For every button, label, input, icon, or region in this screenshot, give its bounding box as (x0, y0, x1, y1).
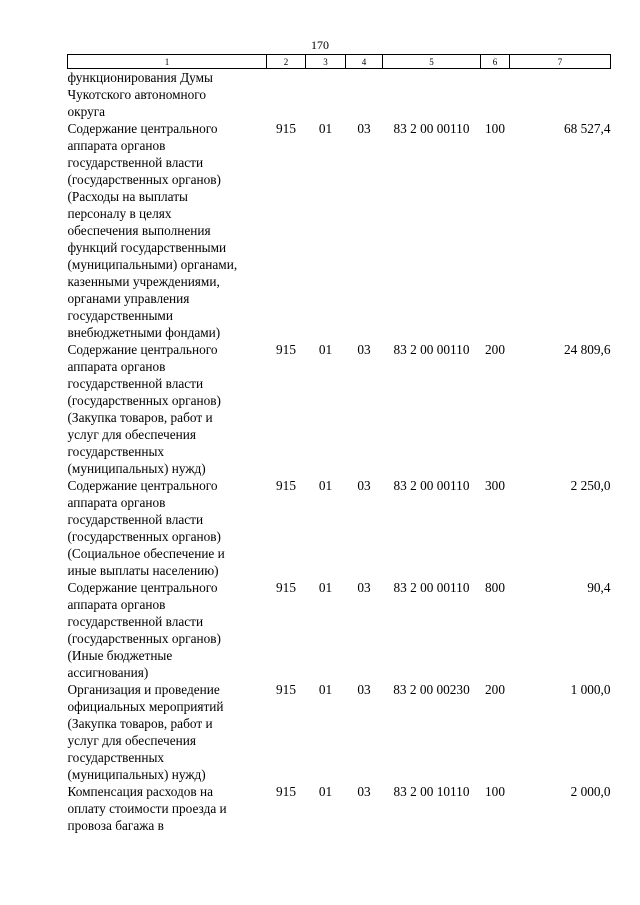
item-name-line: государственной власти (67, 155, 204, 170)
table-row (68, 783, 611, 834)
subsection-code: 03 (357, 580, 371, 595)
item-name-line: внебюджетными фондами) (67, 325, 221, 340)
item-name-line: (государственных органов) (67, 172, 221, 187)
item-name-line: Содержание центрального (67, 121, 218, 136)
item-name-line: (государственных органов) (67, 631, 221, 646)
column-number-header: 3 (306, 55, 346, 69)
expense-type-code: 800 (485, 580, 505, 595)
department-code: 915 (276, 342, 296, 357)
amount: 2 250,0 (570, 478, 611, 493)
amount: 68 527,4 (563, 121, 611, 136)
expense-type-code: 300 (485, 478, 505, 493)
expense-type-code: 200 (485, 342, 505, 357)
table-body (68, 69, 611, 835)
target-article-code: 83 2 00 00110 (393, 580, 470, 595)
amount: 90,4 (587, 580, 611, 595)
subsection-code: 03 (357, 121, 371, 136)
item-name-line: иные выплаты населению) (67, 563, 219, 578)
subsection-code (346, 69, 383, 121)
table-row (68, 120, 611, 341)
target-article-code: 83 2 00 00110 (393, 121, 470, 136)
item-name (68, 120, 267, 341)
item-name (68, 681, 267, 783)
item-name-line: оплату стоимости проезда и (67, 801, 227, 816)
item-name-line: казенными учреждениями, (67, 274, 220, 289)
column-number-header: 4 (346, 55, 383, 69)
item-name-line: Содержание центрального (67, 580, 218, 595)
item-name-line: функционирования Думы (67, 70, 213, 85)
item-name-line: государственной власти (67, 376, 204, 391)
item-name-line: провоза багажа в (67, 818, 164, 833)
item-name-line: (муниципальных) нужд) (67, 767, 206, 782)
department-code: 915 (276, 478, 296, 493)
item-name-line: (государственных органов) (67, 393, 221, 408)
item-name-line: государственных (67, 750, 165, 765)
target-article-code (383, 69, 481, 121)
item-name-line: (Социальное обеспечение и (67, 546, 225, 561)
section-code: 01 (318, 342, 333, 357)
target-article-code: 83 2 00 00110 (393, 478, 470, 493)
item-name (68, 341, 267, 477)
item-name-line: аппарата органов (67, 138, 166, 153)
department-code: 915 (276, 682, 296, 697)
department-code (267, 69, 306, 121)
item-name-line: государственной власти (67, 512, 204, 527)
section-code: 01 (318, 682, 333, 697)
item-name-line: государственными (67, 308, 173, 323)
table-row (68, 477, 611, 579)
item-name-line: Организация и проведение (67, 682, 220, 697)
item-name-line: Содержание центрального (67, 478, 218, 493)
target-article-code: 83 2 00 00230 (393, 682, 470, 697)
item-name-line: Компенсация расходов на (67, 784, 214, 799)
item-name-line: официальных мероприятий (67, 699, 224, 714)
item-name-line: функций государственными (67, 240, 227, 255)
department-code: 915 (276, 784, 296, 799)
column-number-header: 6 (481, 55, 510, 69)
item-name-line: Чукотского автономного (67, 87, 207, 102)
item-name-line: обеспечения выполнения (67, 223, 211, 238)
section-code: 01 (318, 121, 333, 136)
item-name-line: (Закупка товаров, работ и (67, 716, 213, 731)
item-name-line: государственной власти (67, 614, 204, 629)
table-row (68, 681, 611, 783)
section-code: 01 (318, 580, 333, 595)
amount: 24 809,6 (563, 342, 611, 357)
subsection-code: 03 (357, 342, 371, 357)
column-number-header: 5 (383, 55, 481, 69)
item-name-line: (Иные бюджетные (67, 648, 173, 663)
column-number-row (68, 55, 611, 69)
target-article-code: 83 2 00 10110 (393, 784, 470, 799)
item-name-line: аппарата органов (67, 597, 166, 612)
amount: 1 000,0 (570, 682, 611, 697)
section-code (306, 69, 346, 121)
item-name (68, 579, 267, 681)
item-name-line: (муниципальных) нужд) (67, 461, 206, 476)
amount (510, 69, 611, 121)
section-code: 01 (318, 784, 333, 799)
item-name-line: аппарата органов (67, 359, 166, 374)
item-name-line: услуг для обеспечения (67, 733, 196, 748)
budget-table (67, 54, 611, 834)
expense-type-code: 100 (485, 121, 505, 136)
table-row (68, 69, 611, 121)
section-code: 01 (318, 478, 333, 493)
item-name-line: (муниципальными) органами, (67, 257, 238, 272)
item-name-line: Содержание центрального (67, 342, 218, 357)
item-name-line: округа (67, 104, 106, 119)
item-name-line: персоналу в целях (67, 206, 172, 221)
item-name-line: государственных (67, 444, 165, 459)
item-name (68, 783, 267, 834)
amount: 2 000,0 (570, 784, 611, 799)
page-number: 170 (311, 38, 329, 52)
column-number-header: 2 (267, 55, 306, 69)
subsection-code: 03 (357, 682, 371, 697)
expense-type-code (481, 69, 510, 121)
item-name-line: (Расходы на выплаты (67, 189, 188, 204)
item-name (68, 477, 267, 579)
subsection-code: 03 (357, 784, 371, 799)
table-row (68, 341, 611, 477)
table-row (68, 579, 611, 681)
item-name-line: (государственных органов) (67, 529, 221, 544)
item-name-line: услуг для обеспечения (67, 427, 196, 442)
expense-type-code: 100 (485, 784, 505, 799)
item-name-line: (Закупка товаров, работ и (67, 410, 213, 425)
expense-type-code: 200 (485, 682, 505, 697)
item-name (68, 69, 267, 121)
item-name-line: аппарата органов (67, 495, 166, 510)
item-name-line: органами управления (67, 291, 190, 306)
item-name-line: ассигнования) (67, 665, 149, 680)
department-code: 915 (276, 580, 296, 595)
target-article-code: 83 2 00 00110 (393, 342, 470, 357)
department-code: 915 (276, 121, 296, 136)
column-number-header: 1 (68, 55, 267, 69)
column-number-header: 7 (510, 55, 611, 69)
subsection-code: 03 (357, 478, 371, 493)
